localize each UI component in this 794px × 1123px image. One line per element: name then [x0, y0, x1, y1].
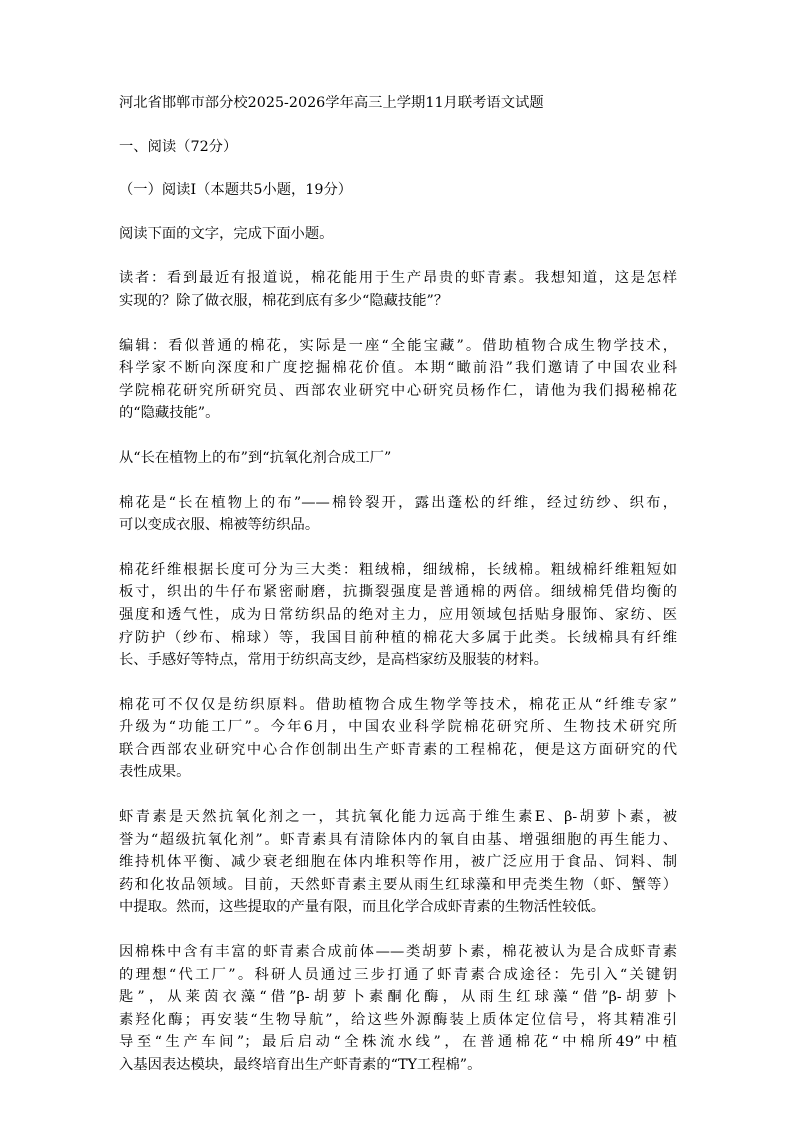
article-paragraph: [119, 447, 677, 470]
paragraph-line: 誉为“超级抗氧化剂”。虾青素具有清除体内的氧自由基、增强细胞的再生能力、: [119, 831, 677, 848]
paragraph-line: 入基因表达模块，最终培育出生产虾青素的“TY工程棉”。: [119, 1057, 482, 1073]
paragraph-line: 棉花纤维根据长度可分为三大类：粗绒棉，细绒棉，长绒棉。粗绒棉纤维粗短如: [119, 561, 677, 578]
paragraph-line: 匙”，从莱茵衣藻“借”β-胡萝卜素酮化酶，从雨生红球藻“借”β-胡萝卜: [119, 989, 677, 1006]
paragraph-line: 编辑：看似普通的棉花，实际是一座“全能宝藏”。借助植物合成生物学技术，: [119, 337, 677, 354]
article-paragraph: [119, 267, 677, 312]
paragraph-line: 可以变成衣服、棉被等纺织品。: [119, 517, 320, 534]
paragraph-line: 疗防护（纱布、棉球）等，我国目前种植的棉花大多属于此类。长绒棉具有纤维: [119, 629, 677, 646]
article-paragraph: [119, 806, 677, 919]
paragraph-line: 联合西部农业研究中心合作创制出生产虾青素的工程棉花，便是这方面研究的代: [119, 741, 677, 758]
paragraph-line: 导至“生产车间”；最后启动“全株流水线”，在普通棉花“中棉所49”中植: [119, 1034, 677, 1051]
article-paragraph: [119, 492, 677, 537]
paragraph-line: 强度和透气性，成为日常纺织品的绝对主力，应用领域包括贴身服饰、家纺、医: [119, 606, 677, 623]
paragraph-line: 长、手感好等特点，常用于纺织高支纱，是高档家纺及服装的材料。: [119, 652, 548, 669]
paragraph-line: 的理想“代工厂”。科研人员通过三步打通了虾青素合成途径：先引入“关键钥: [119, 966, 677, 983]
article-paragraph: [119, 941, 677, 1077]
article-paragraph: [119, 694, 677, 784]
subsection-heading: （一）阅读Ⅰ（本题共5小题，19分）: [119, 182, 353, 199]
paragraph-line: 学院棉花研究所研究员、西部农业研究中心研究员杨作仁，请他为我们揭秘棉花: [119, 382, 677, 399]
paragraph-line: 棉花是“长在植物上的布”——棉铃裂开，露出蓬松的纤维，经过纺纱、织布，: [119, 494, 677, 511]
paragraph-line: 升级为“功能工厂”。今年6月，中国农业科学院棉花研究所、生物技术研究所: [119, 719, 677, 736]
paragraph-line: 药和化妆品领域。目前，天然虾青素主要从雨生红球藻和甲壳类生物（虾、蟹等）: [119, 876, 677, 893]
paragraph-line: 表性成果。: [119, 764, 191, 781]
paragraph-line: 虾青素是天然抗氧化剂之一，其抗氧化能力远高于维生素E、β-胡萝卜素，被: [119, 809, 677, 826]
article-paragraph: [119, 559, 677, 672]
paragraph-line: 棉花可不仅仅是纺织原料。借助植物合成生物学等技术，棉花正从“纤维专家”: [119, 696, 677, 713]
document-page: [119, 92, 677, 1099]
paragraph-line: 因棉株中含有丰富的虾青素合成前体——类胡萝卜素，棉花被认为是合成虾青素: [119, 944, 677, 961]
paragraph-line: 板寸，织出的牛仔布紧密耐磨，抗撕裂强度是普通棉的两倍。细绒棉凭借均衡的: [119, 584, 677, 601]
paragraph-line: 维持机体平衡、减少衰老细胞在体内堆积等作用，被广泛应用于食品、饲料、制: [119, 854, 677, 871]
paragraph-line: 素羟化酶；再安装“生物导航”，给这些外源酶装上质体定位信号，将其精准引: [119, 1011, 677, 1028]
document-title: 河北省邯郸市部分校2025-2026学年高三上学期11月联考语文试题: [119, 95, 544, 111]
paragraph-line: 中提取。然而，这些提取的产量有限，而且化学合成虾青素的生物活性较低。: [119, 899, 606, 916]
paragraph-line: 的“隐藏技能”。: [119, 405, 220, 422]
instruction-text: 阅读下面的文字，完成下面小题。: [119, 225, 334, 242]
paragraph-line: 科学家不断向深度和广度挖掘棉花价值。本期“瞰前沿”我们邀请了中国农业科: [119, 360, 677, 377]
paragraph-line: 实现的？除了做衣服，棉花到底有多少“隐藏技能”？: [119, 292, 449, 309]
article-paragraph: [119, 335, 677, 425]
section-heading: 一、阅读（72分）: [119, 138, 238, 155]
paragraph-line: 从“长在植物上的布”到“抗氧化剂合成工厂”: [119, 449, 392, 466]
paragraph-line: 读者：看到最近有报道说，棉花能用于生产昂贵的虾青素。我想知道，这是怎样: [119, 270, 677, 287]
article-body: [119, 267, 677, 1076]
